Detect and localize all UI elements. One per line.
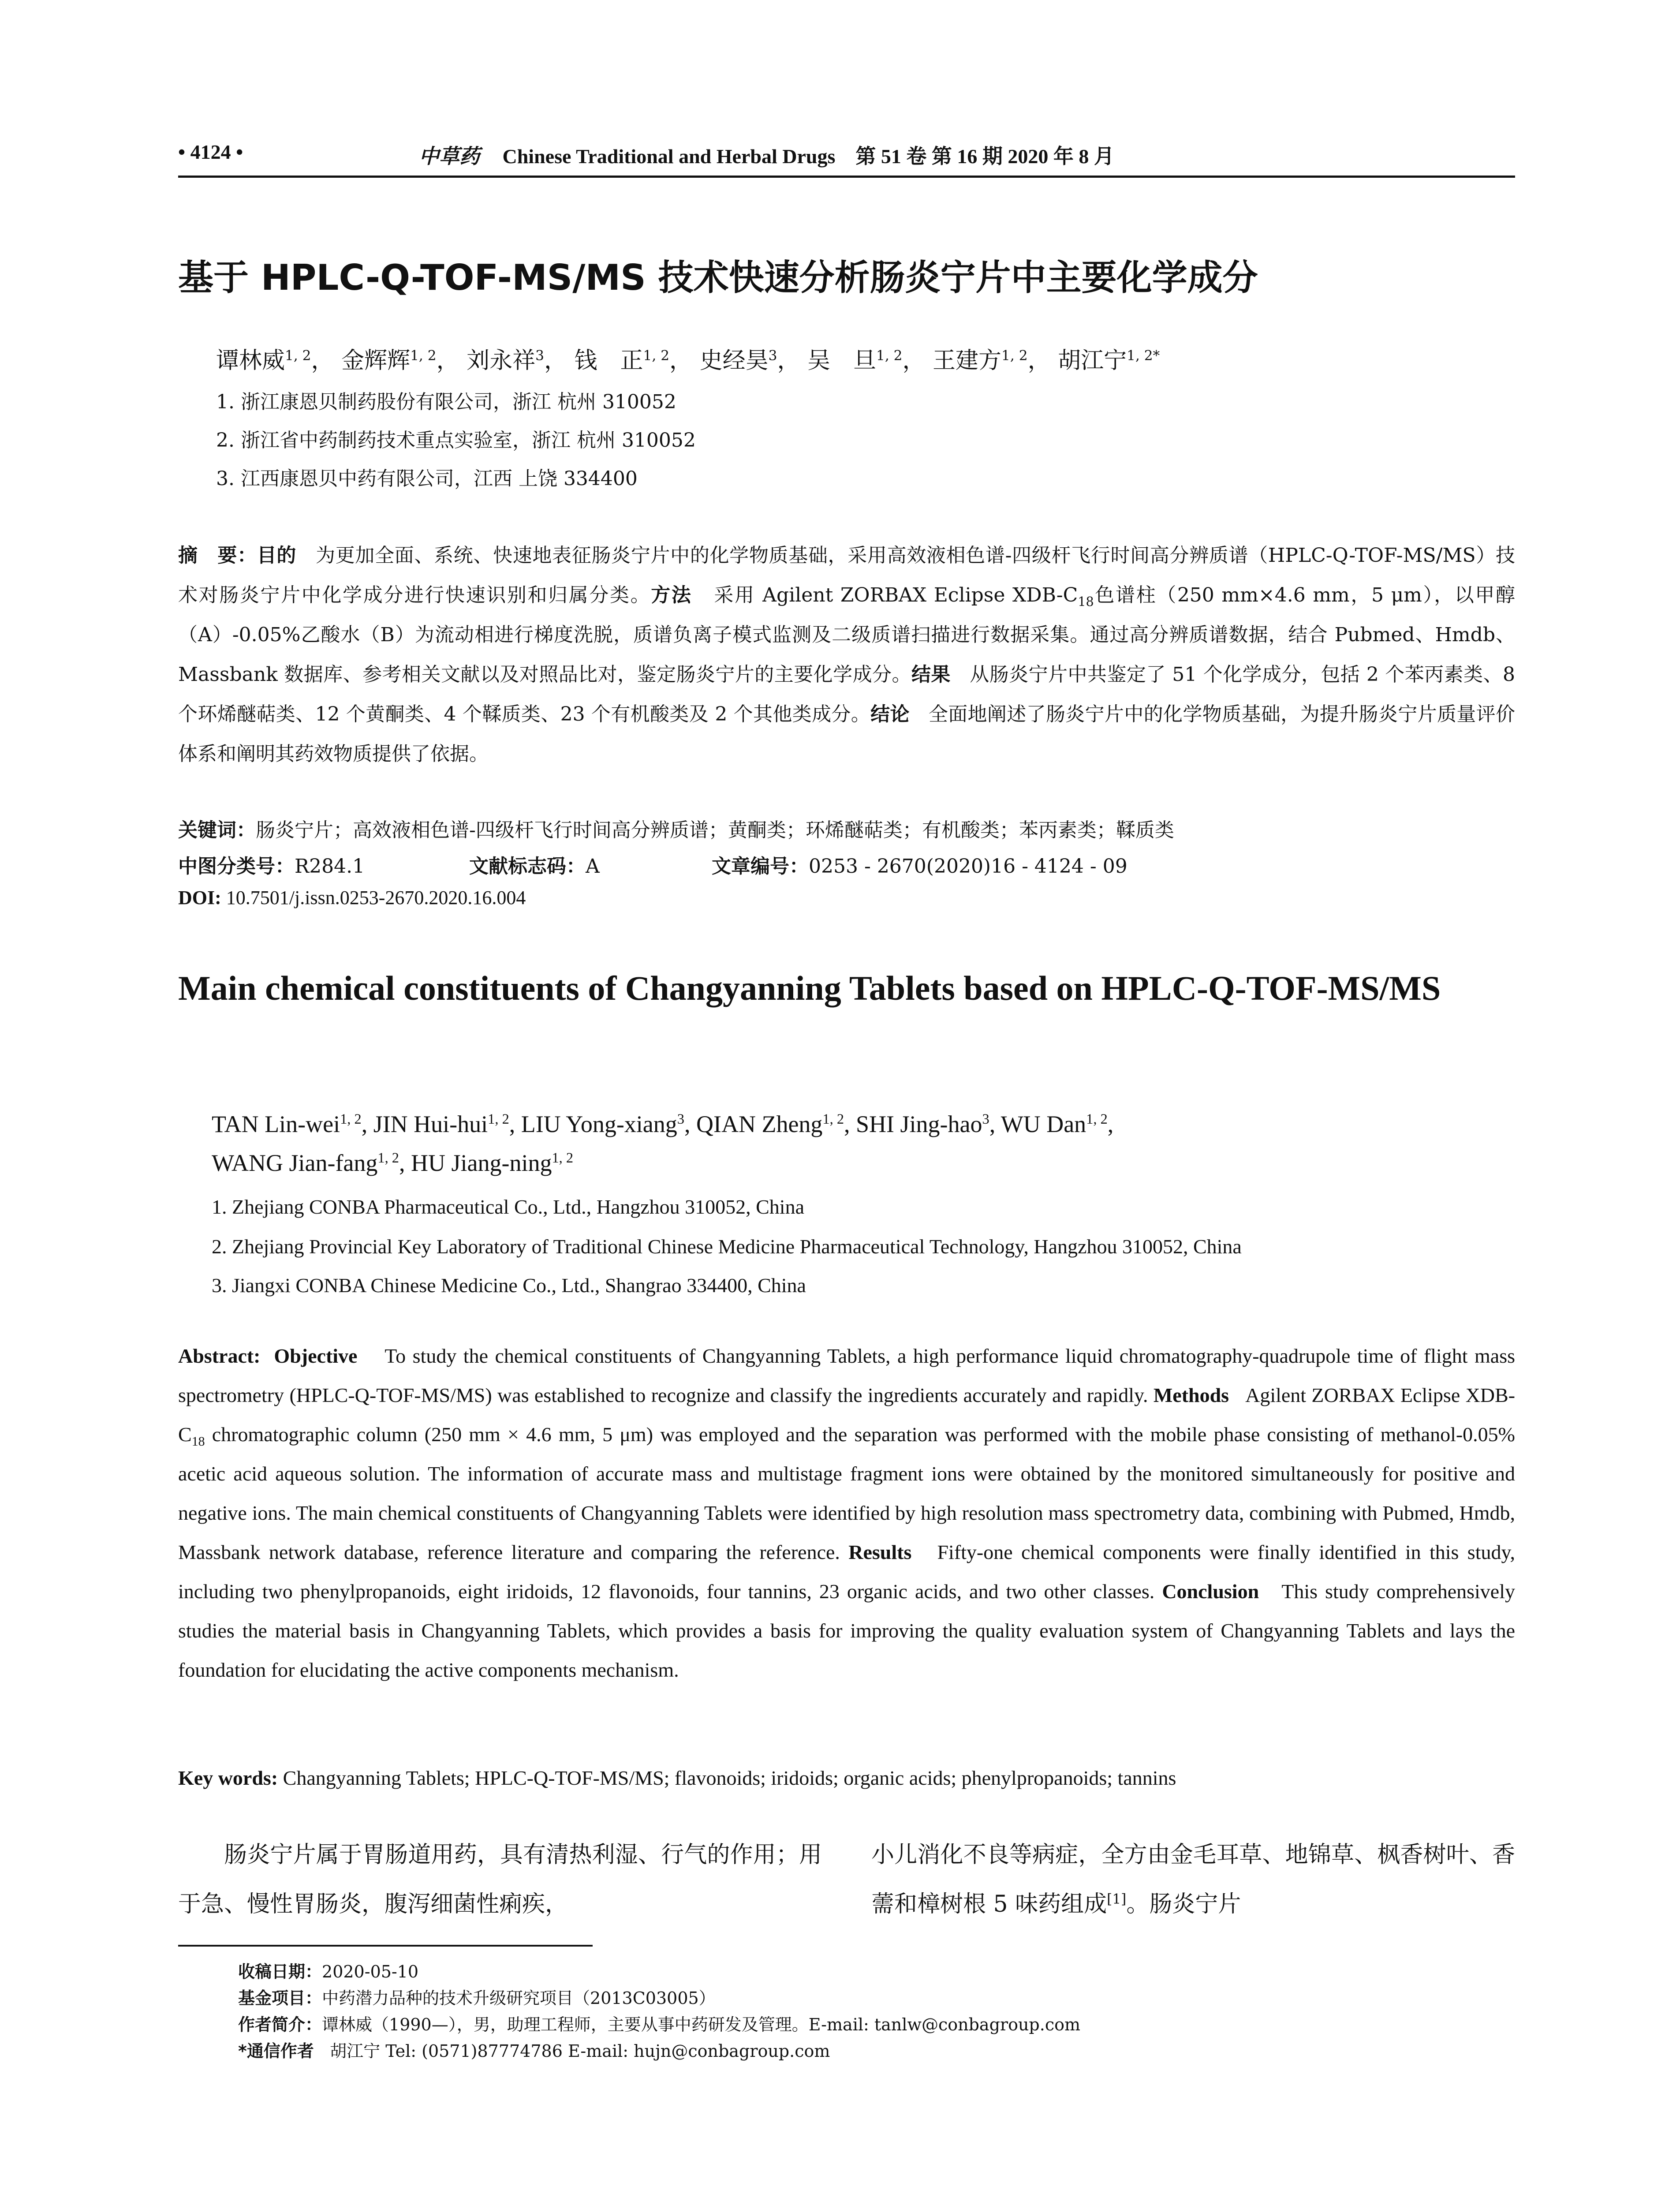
affiliation-en-2: 2. Zhejiang Provincial Key Laboratory of Traditional Chinese Medicine Pharmaceutical Technology, Hangzhou 310052, China (212, 1235, 1242, 1258)
author-en: LIU Yong-xiang$^3$ (521, 1111, 684, 1137)
body-paragraph: 肠炎宁片属于胃肠道用药，具有清热利湿、行气的作用；用于急、慢性胃肠炎，腹泻细菌性痢疾， (178, 1842, 822, 1917)
authors-en: TAN Lin-wei$^{1, 2}$, JIN Hui-hui$^{1, 2}$, LIU Yong-xiang$^3$, QIAN Zheng$^{1, 2}$, SHI Jing-hao$^3$, WU Dan$^{1, 2}$, WANG Jian-fang$^{1, 2}$, HU Jiang-ning$^{1, 2}$ (212, 1111, 1114, 1176)
journal-name: Chinese Traditional and Herbal Drugs (502, 145, 836, 168)
doi-label: DOI: (178, 887, 221, 908)
author-cn: 谭林威$^{1, 2}$ (216, 348, 311, 374)
journal-logo: 中草药 (419, 145, 480, 168)
clc-code: R284.1 (295, 855, 365, 878)
affiliation-en-3: 3. Jiangxi CONBA Chinese Medicine Co., Ltd., Shangrao 334400, China (212, 1274, 806, 1297)
affiliation-en-1: 1. Zhejiang CONBA Pharmaceutical Co., Ltd., Hangzhou 310052, China (212, 1196, 804, 1218)
results-label-cn: 结果 (911, 663, 951, 686)
article-no-label: 文章编号： (712, 855, 809, 878)
body-column-right (871, 1830, 1515, 1929)
conclusion-en: This study comprehensively studies the material basis in Changyanning Tablets, which provides a basis for improving the quality evaluation system of Changyanning Tablets and lays the foundation for elucidating the active components mechanism. (178, 1580, 1515, 1681)
author-cn: 王建方$^{1, 2}$ (933, 348, 1028, 374)
author-en: JIN Hui-hui$^{1, 2}$ (373, 1111, 509, 1137)
title-en: Main chemical constituents of Changyanning Tablets based on HPLC-Q-TOF-MS/MS (178, 969, 1441, 1007)
footnote-corresponding: *通信作者 胡江宁 Tel: (0571)87774786 E-mail: hujn@conbagroup.com (238, 2041, 830, 2061)
results-label-en: Results (848, 1541, 912, 1563)
affiliation-cn-1: 1. 浙江康恩贝制药股份有限公司，浙江 杭州 310052 (216, 391, 676, 413)
objective-en: To study the chemical constituents of Changyanning Tablets, a high performance liquid chromatography-quadrupole time of flight mass spectrometry (HPLC-Q-TOF-MS/MS) was established to recognize and classify the ingredients accurately and rapidly. (178, 1345, 1516, 1406)
keywords-cn (178, 813, 1515, 848)
author-en: WU Dan$^{1, 2}$ (1001, 1111, 1108, 1137)
author-en: SHI Jing-hao$^3$ (856, 1111, 989, 1137)
abstract-en (178, 1336, 1515, 1689)
abstract-label-cn: 摘 要： (178, 544, 257, 567)
author-en: TAN Lin-wei$^{1, 2}$ (212, 1111, 362, 1137)
keywords-text-cn: 肠炎宁片；高效液相色谱-四级杆飞行时间高分辨质谱；黄酮类；环烯醚萜类；有机酸类；苯丙素类；鞣质类 (256, 819, 1174, 841)
objective-label-cn: 目的 (257, 544, 297, 567)
authors-cn: 谭林威$^{1, 2}$， 金辉辉$^{1, 2}$， 刘永祥$^3$， 钱 正$^{1, 2}$， 史经昊$^3$， 吴 旦$^{1, 2}$， 王建方$^{1, 2}$， 胡江宁$^{1, 2*}$ (216, 348, 1160, 374)
body-paragraph: 小儿消化不良等病症，全方由金毛耳草、地锦草、枫香树叶、香薷和樟树根 5 味药组成[1]。肠炎宁片 (871, 1842, 1515, 1917)
methods-label-cn: 方法 (651, 584, 692, 606)
methods-cn: 采用 Agilent ZORBAX Eclipse XDB-$C_{18}$色谱柱（250 mm×4.6 mm，5 μm），以甲醇（A）-0.05%乙酸水（B）为流动相进行梯度洗脱，质谱负离子模式监测及二级质谱扫描进行数据采集。通过高分辨质谱数据，结合 Pubmed、Hmdb、Massbank 数据库、参考相关文献以及对照品比对，鉴定肠炎宁片的主要化学成分。 (178, 584, 1515, 686)
affiliation-cn-3: 3. 江西康恩贝中药有限公司，江西 上饶 334400 (216, 467, 638, 490)
footnote-funding: 基金项目：中药潜力品种的技术升级研究项目（2013C03005） (238, 1988, 716, 2008)
abstract-label-en: Abstract: (178, 1345, 261, 1367)
results-cn: 从肠炎宁片中共鉴定了 51 个化学成分，包括 2 个苯丙素类、8 个环烯醚萜类、12 个黄酮类、4 个鞣质类、23 个有机酸类及 2 个其他类成分。 (178, 663, 1516, 725)
abstract-cn (178, 536, 1515, 774)
methods-en: Agilent ZORBAX Eclipse XDB-$C_{18}$ chromatographic column (250 mm × 4.6 mm, 5 μm) was employed and the separation was performed with the mobile phase consisting of methanol-0.05% acetic acid aqueous solution. The information of accurate mass and multistage fragment ions were obtained by the monitored simultaneously for positive and negative ions. The main chemical constituents of Changyanning Tablets were identified by high resolution mass spectrometry data, combining with Pubmed, Hmdb, Massbank network database, reference literature and comparing the reference. (178, 1384, 1516, 1563)
author-cn: 刘永祥$^3$ (467, 348, 544, 374)
conclusion-cn: 全面地阐述了肠炎宁片中的化学物质基础，为提升肠炎宁片质量评价体系和阐明其药效物质提供了依据。 (178, 703, 1515, 765)
title-cn: 基于 HPLC-Q-TOF-MS/MS 技术快速分析肠炎宁片中主要化学成分 (178, 257, 1258, 298)
author-cn: 钱 正$^{1, 2}$ (574, 348, 670, 374)
author-cn: 吴 旦$^{1, 2}$ (807, 348, 903, 374)
reference-marker[interactable]: [1] (1107, 1891, 1127, 1907)
body-column-left (178, 1830, 822, 1929)
doc-code-label: 文献标志码： (469, 855, 586, 878)
objective-label-en: Objective (274, 1345, 358, 1367)
footnote-received: 收稿日期：2020-05-10 (238, 1962, 419, 1981)
keywords-label-cn: 关键词： (178, 819, 256, 841)
author-cn: 史经昊$^3$ (699, 348, 777, 374)
keywords-en (178, 1766, 1515, 1790)
footnote-author-bio: 作者简介：谭林威（1990—），男，助理工程师，主要从事中药研发及管理。E-mail: tanlw@conbagroup.com (238, 2015, 1081, 2034)
doi-link[interactable]: 10.7501/j.issn.0253-2670.2020.16.004 (226, 887, 526, 908)
classification-row (178, 850, 1127, 878)
journal-header (419, 140, 1114, 169)
doi-row (178, 886, 526, 909)
page-number: • 4124 • (178, 141, 243, 163)
header-rule (178, 176, 1515, 178)
article-no: 0253 - 2670(2020)16 - 4124 - 09 (809, 855, 1127, 878)
author-en: HU Jiang-ning$^{1, 2}$ (411, 1150, 574, 1176)
keywords-label-en: Key words: (178, 1767, 278, 1789)
journal-issue: 第 51 卷 第 16 期 2020 年 8 月 (855, 145, 1114, 168)
results-en: Fifty-one chemical components were finally identified in this study, including two phenylpropanoids, eight iridoids, 12 flavonoids, four tannins, 23 organic acids, and two other classes. (178, 1541, 1515, 1603)
author-en: QIAN Zheng$^{1, 2}$ (696, 1111, 844, 1137)
keywords-text-en: Changyanning Tablets; HPLC-Q-TOF-MS/MS; flavonoids; iridoids; organic acids; phenylpropanoids; tannins (283, 1767, 1176, 1789)
objective-cn: 为更加全面、系统、快速地表征肠炎宁片中的化学物质基础，采用高效液相色谱-四级杆飞行时间高分辨质谱（HPLC-Q-TOF-MS/MS）技术对肠炎宁片中化学成分进行快速识别和归属分类。 (178, 544, 1516, 606)
author-en: WANG Jian-fang$^{1, 2}$ (212, 1150, 399, 1176)
conclusion-label-en: Conclusion (1162, 1580, 1259, 1603)
clc-label: 中图分类号： (178, 855, 295, 878)
affiliation-cn-2: 2. 浙江省中药制药技术重点实验室，浙江 杭州 310052 (216, 429, 696, 452)
methods-label-en: Methods (1153, 1384, 1229, 1406)
author-cn: 胡江宁$^{1, 2*}$ (1058, 348, 1160, 374)
doc-code: A (586, 855, 600, 878)
footnote-rule (178, 1945, 593, 1947)
author-cn: 金辉辉$^{1, 2}$ (341, 348, 437, 374)
conclusion-label-cn: 结论 (870, 703, 910, 725)
